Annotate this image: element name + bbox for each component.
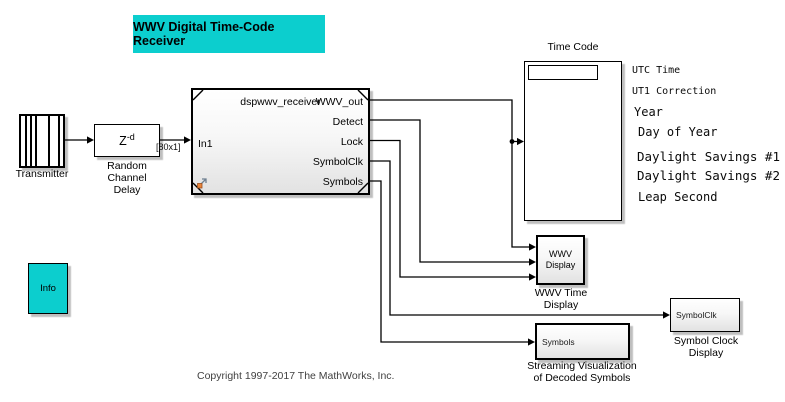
streaming-visualization-block[interactable] <box>535 323 630 360</box>
arrowhead-timecode-in <box>517 138 524 145</box>
symbol-clock-display-block[interactable] <box>670 298 740 332</box>
time-code-block[interactable] <box>524 61 622 221</box>
annotation-ut1-correction: UT1 Correction <box>632 86 717 97</box>
symbol-clock-display-label: Symbol Clock Display <box>673 335 739 359</box>
symbol-clock-inport-label: SymbolClk <box>676 310 717 320</box>
wwv-time-display-label: WWV Time Display <box>534 287 588 311</box>
receiver-outport-lock: Lock <box>340 136 363 148</box>
streaming-visualization-label: Streaming Visualization of Decoded Symbols <box>527 360 637 384</box>
receiver-model-block[interactable] <box>191 88 370 195</box>
arrowhead-symbolclock-in <box>663 311 670 318</box>
arrowhead-wwvdisplay-in1 <box>529 243 536 250</box>
delay-icon-text: $Z^{-d}$ <box>119 132 135 149</box>
receiver-outport-detect: Detect <box>332 116 363 128</box>
arrowhead-receiver-in <box>184 136 191 143</box>
receiver-model-name: dspwwv_receiver <box>240 96 321 108</box>
wire-branch-junction-dot <box>510 139 515 144</box>
annotation-utc-time: UTC Time <box>632 65 681 76</box>
annotation-day-of-year: Day of Year <box>638 125 718 139</box>
wire-lock-to-wwvdisplay[interactable] <box>370 141 530 278</box>
wire-wwvout-to-timecode[interactable] <box>370 100 518 142</box>
arrowhead-wwvdisplay-in2 <box>529 258 536 265</box>
annotation-leap-second: Leap Second <box>638 190 718 204</box>
wwv-time-display-block[interactable] <box>536 235 585 285</box>
random-channel-delay-label: Random Channel Delay <box>107 160 147 196</box>
receiver-outport-wwv-out: WWV_out <box>315 96 363 108</box>
annotation-year: Year <box>634 105 663 119</box>
receiver-outport-symbolclk: SymbolClk <box>312 156 363 168</box>
annotation-daylight-savings-2: Daylight Savings #2 <box>637 168 780 183</box>
time-code-display-field <box>528 65 598 80</box>
transmitter-block[interactable] <box>19 114 65 168</box>
signal-dimension-label: [80x1] <box>156 142 181 152</box>
annotation-daylight-savings-1: Daylight Savings #1 <box>637 149 780 164</box>
info-block[interactable]: Info <box>28 263 68 314</box>
time-code-label: Time Code <box>547 41 599 53</box>
arrowhead-wwvdisplay-in3 <box>529 273 536 280</box>
copyright-annotation: Copyright 1997-2017 The MathWorks, Inc. <box>197 370 395 382</box>
arrowhead-streamingviz-in <box>528 338 535 345</box>
receiver-outport-symbols: Symbols <box>322 176 363 188</box>
model-title-annotation[interactable]: WWV Digital Time-Code Receiver <box>133 15 325 53</box>
wire-detect-to-wwvdisplay[interactable] <box>370 120 530 262</box>
random-channel-delay-block[interactable] <box>94 124 160 157</box>
streaming-viz-inport-label: Symbols <box>542 336 575 347</box>
wwv-display-icon-line2: Display <box>545 260 576 270</box>
model-reference-badge-icon <box>195 176 209 190</box>
wwv-display-icon-line1: WWV <box>549 248 572 259</box>
transmitter-label: Transmitter <box>15 168 69 180</box>
arrowhead-delay-in <box>87 136 94 143</box>
receiver-inport-label: In1 <box>198 138 213 150</box>
